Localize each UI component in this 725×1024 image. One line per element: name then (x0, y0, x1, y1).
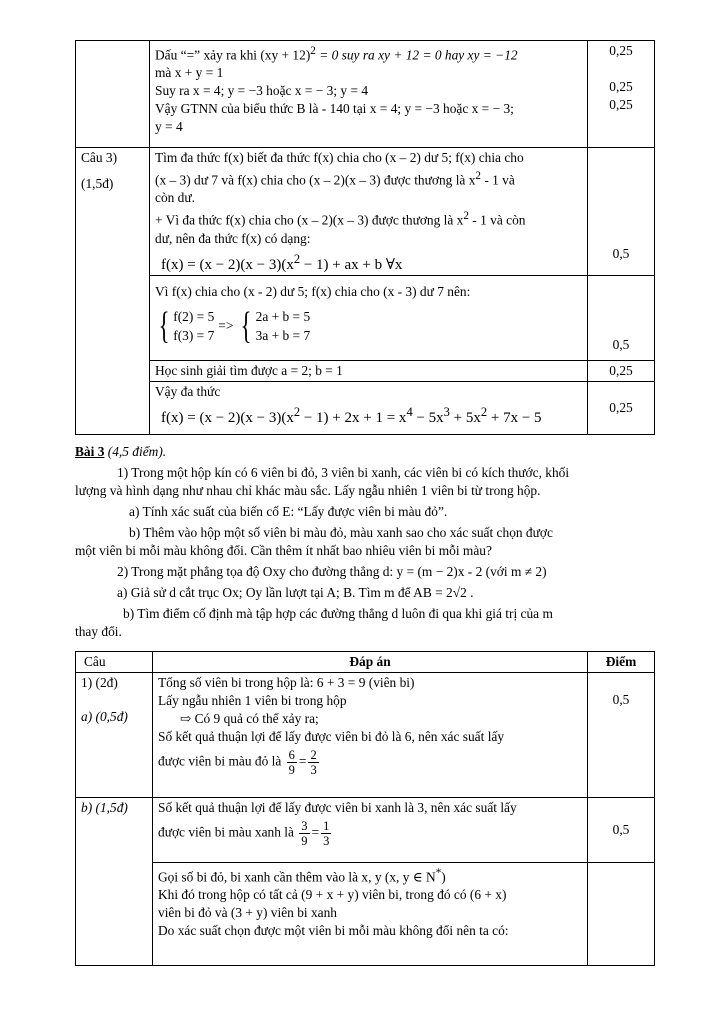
answer-table (75, 651, 655, 966)
answer-cell: Tìm đa thức f(x) biết đa thức f(x) chia cho (x – 2) dư 5; f(x) chia cho (x – 3) dư 7 và f(x) chia cho (x – 2)(x – 3) được thương là $x^2 - 1$ và còn dư. + Vì đa thức f(x) chia cho (x – 2)(x – 3) được thương là $x^2 - 1$ và còn dư, nên đa thức f(x) có dạng: $f(x) = (x - 2)(x - 3)(x^2 - 1)$ + ax + b ∀x (150, 148, 588, 276)
score-cell: 0,5 (588, 673, 655, 798)
score-cell: 0,25 (588, 360, 655, 381)
table-row (76, 41, 655, 148)
score-cell: 0,5 (588, 275, 655, 360)
question-label-cell: Câu 3) (1,5đ) (76, 148, 150, 435)
answer-cell: Gọi số bi đỏ, bi xanh cần thêm vào là x, y (x, y ∈ N*) Khi đó trong hộp có tất cả (9 + x + y) viên bi, trong đó có (6 + x) viên bi đỏ và (3 + y) viên bi xanh Do xác suất chọn được một viên bi mỗi màu không đổi nên ta có: (153, 863, 588, 966)
fraction: $\frac{6}{9}$ (288, 748, 295, 777)
table-row (76, 275, 655, 360)
table-header-row: Câu Đáp án Điểm (76, 652, 655, 673)
answer-cell: Số kết quả thuận lợi để lấy được viên bi xanh là 3, nên xác suất lấy được viên bi màu xanh là $\frac{3}{9}$ = $\frac{1}{3}$ (153, 798, 588, 863)
fraction: $\frac{2}{3}$ (310, 748, 317, 777)
table-row (76, 360, 655, 381)
table-row (76, 798, 655, 863)
answer-cell: Tổng số viên bi trong hộp là: 6 + 3 = 9 (viên bi) Lấy ngẫu nhiên 1 viên bi trong hộp ⇨ Có 9 quả có thể xảy ra; Số kết quả thuận lợi để lấy được viên bi đỏ là 6, nên xác suất lấy được viên bi màu đỏ là $\frac{6}{9}$ = $\frac{2}{3}$ (153, 673, 588, 798)
score-cell: 0,25 0,25 0,25 (588, 41, 655, 148)
table-row (76, 673, 655, 798)
score-cell: 0,5 (588, 148, 655, 276)
table-row (76, 381, 655, 434)
answer-cell: Vậy đa thức $f(x) = (x - 2)(x - 3)(x^2 - 1) + 2x + 1 = x^4 - 5x^3 + 5x^2 + 7x - 5$ (150, 381, 588, 434)
fraction: $\frac{1}{3}$ (323, 819, 330, 848)
question-label-cell: b) (1,5đ) (76, 798, 153, 966)
question-label-cell: 1) (2đ) a) (0,5đ) (76, 673, 153, 798)
score-cell: 0,5 (588, 798, 655, 863)
answer-cell: Vì f(x) chia cho (x - 2) dư 5; f(x) chia cho (x - 3) dư 7 nên: { f(2) = 5 f(3) = 7 => { 2a + b = 5 3a + b = 7 (150, 275, 588, 360)
solution-table-top (75, 40, 655, 435)
table-row (76, 148, 655, 276)
table-row (76, 863, 655, 966)
problem-statement: Bài 3 (4,5 điểm). 1) Trong một hộp kín có 6 viên bi đỏ, 3 viên bi xanh, các viên bi có kích thước, khối lượng và hình dạng như nhau chỉ khác màu sắc. Lấy ngẫu nhiên 1 viên bi từ trong hộp. a) Tính xác suất của biến cố E: “Lấy được viên bi màu đỏ”. b) Thêm vào hộp một số viên bi màu đỏ, màu xanh sao cho xác suất chọn được một viên bi mỗi màu không đổi. Cần thêm ít nhất bao nhiêu viên bi mỗi màu? 2) Trong mặt phẳng tọa độ Oxy cho đường thẳng d: y = (m − 2)x - 2 (với m ≠ 2) a) Giả sử d cắt trục Ox; Oy lần lượt tại A; B. Tìm m để AB = 2√2 . b) Tìm điểm cố định mà tập hợp các đường thẳng d luôn đi qua khi giá trị của m thay đổi. (75, 444, 570, 639)
score-cell: 0,25 (588, 381, 655, 434)
answer-cell: Học sinh giải tìm được a = 2; b = 1 (150, 360, 588, 381)
answer-cell: Dấu “=” xảy ra khi (xy + 12)$^2$ = 0 suy ra xy + 12 = 0 hay xy = −12 mà x + y = 1 Suy ra x = 4; y = −3 hoặc x = − 3; y = 4 Vậy GTNN của biểu thức B là - 140 tại x = 4; y = −3 hoặc x = − 3; y = 4 (150, 41, 588, 148)
fraction: $\frac{3}{9}$ (301, 819, 308, 848)
